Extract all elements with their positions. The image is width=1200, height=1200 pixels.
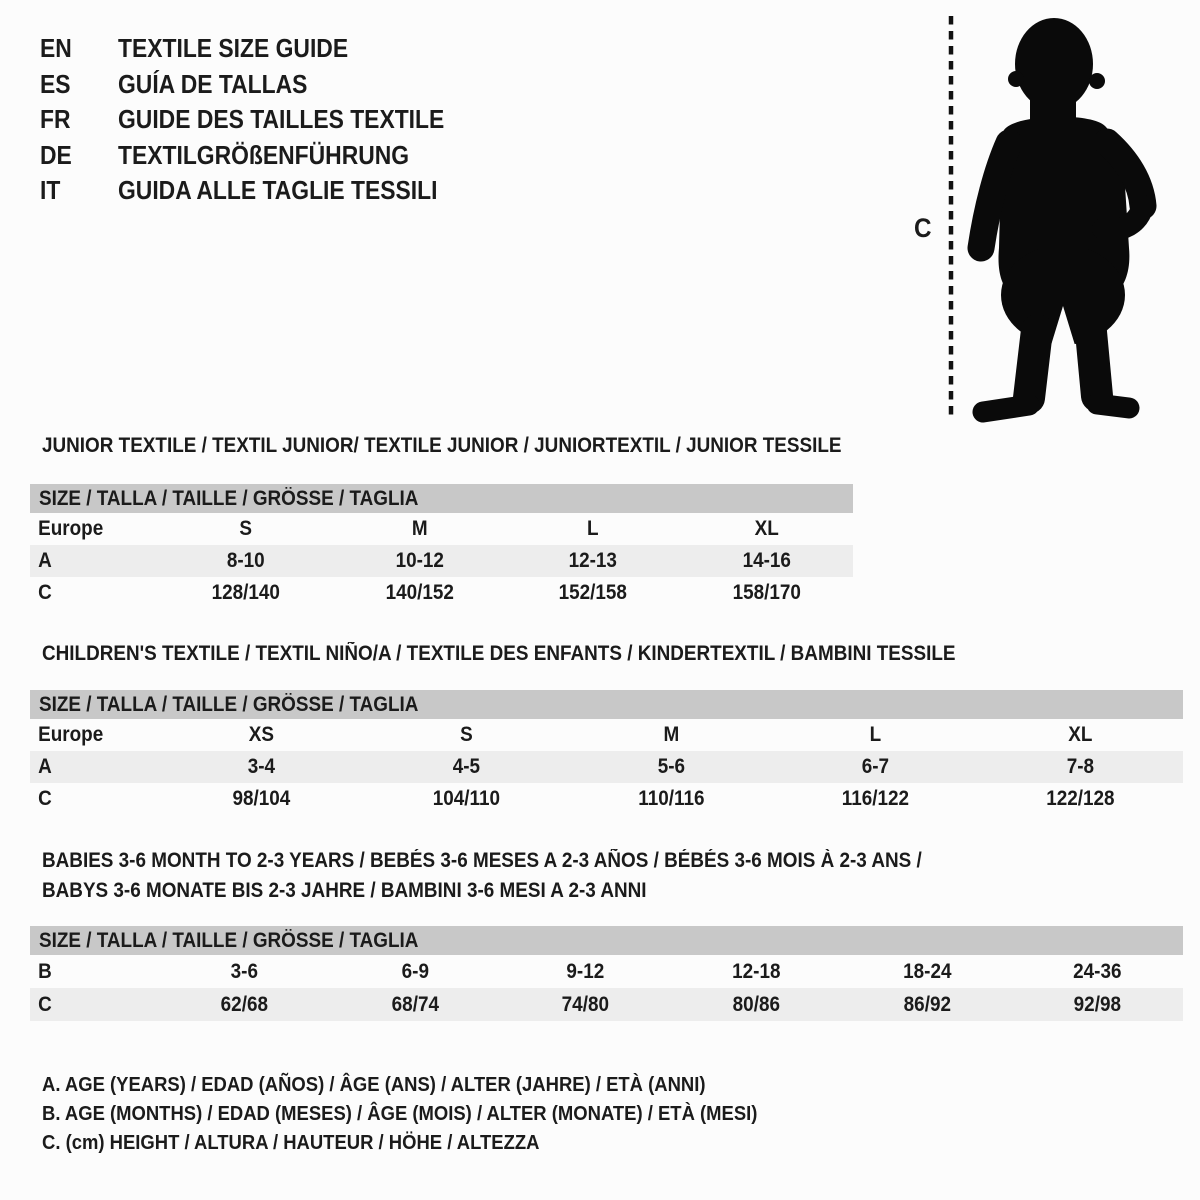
age-value: 14-16: [742, 549, 791, 572]
language-row: [40, 138, 489, 174]
table-row: [30, 783, 1183, 815]
age-value: 7-8: [1066, 755, 1095, 778]
language-row: [40, 173, 489, 209]
table-row: [30, 577, 853, 609]
height-value: 128/140: [211, 581, 280, 604]
language-code: FR: [40, 104, 71, 135]
age-value: 3-4: [247, 755, 276, 778]
age-value: 9-12: [566, 959, 605, 983]
table-row: [30, 513, 853, 545]
size-header-label: SIZE / TALLA / TAILLE / GRÖSSE / TAGLIA: [39, 928, 419, 952]
language-title: TEXTILE SIZE GUIDE: [118, 33, 349, 64]
height-value: 140/152: [385, 581, 454, 604]
height-value: 104/110: [432, 787, 500, 810]
table-row: [30, 719, 1183, 751]
size-value: S: [239, 517, 253, 540]
size-value: XS: [248, 723, 275, 746]
table-row: [30, 988, 1183, 1021]
size-header-bar: [30, 926, 1183, 955]
age-value: 18-24: [902, 959, 952, 983]
language-code: DE: [40, 139, 72, 170]
language-row: [40, 102, 489, 138]
babies-size-table: [30, 926, 1183, 1021]
row-label: B: [38, 959, 52, 983]
size-value: XL: [754, 517, 779, 540]
toddler-silhouette-shape: [981, 18, 1143, 412]
age-value: 12-13: [568, 549, 617, 572]
size-value: XL: [1068, 723, 1093, 746]
age-value: 12-18: [732, 959, 781, 983]
legend: [42, 1070, 837, 1157]
height-value: 86/92: [903, 992, 951, 1016]
language-title: TEXTILGRÖßENFÜHRUNG: [118, 139, 410, 170]
toddler-figure: [895, 8, 1175, 438]
size-value: L: [870, 723, 882, 746]
legend-line-c: C. (cm) HEIGHT / ALTURA / HAUTEUR / HÖHE / ALTEZZA: [42, 1131, 540, 1154]
language-code: ES: [40, 68, 71, 99]
height-value: 92/98: [1074, 992, 1122, 1016]
age-value: 24-36: [1073, 959, 1122, 983]
language-title: GUIDE DES TAILLES TEXTILE: [118, 104, 445, 135]
children-size-table: [30, 690, 1183, 815]
size-value: M: [663, 723, 679, 746]
age-value: 10-12: [395, 549, 444, 572]
table-row: [30, 955, 1183, 988]
language-title-list: [40, 31, 489, 209]
height-value: 74/80: [562, 992, 610, 1016]
height-value: 116/122: [842, 787, 910, 810]
row-label: Europe: [38, 517, 104, 540]
legend-line-b: B. AGE (MONTHS) / EDAD (MESES) / ÂGE (MOIS) / ALTER (MONATE) / ETÀ (MESI): [42, 1102, 758, 1125]
size-value: L: [586, 517, 599, 540]
junior-section-title: JUNIOR TEXTILE / TEXTIL JUNIOR/ TEXTILE JUNIOR / JUNIORTEXTIL / JUNIOR TESSILE: [42, 434, 842, 457]
age-value: 4-5: [452, 755, 480, 778]
language-title: GUIDA ALLE TAGLIE TESSILI: [118, 175, 438, 206]
row-label: A: [38, 549, 52, 572]
table-row: [30, 751, 1183, 783]
language-row: [40, 31, 489, 67]
language-row: [40, 67, 489, 103]
junior-size-table: [30, 484, 853, 609]
language-title: GUÍA DE TALLAS: [118, 68, 308, 99]
size-value: S: [459, 723, 473, 746]
row-label: A: [38, 755, 52, 778]
height-value: 122/128: [1046, 787, 1115, 810]
size-header-bar: [30, 690, 1183, 719]
size-header-label: SIZE / TALLA / TAILLE / GRÖSSE / TAGLIA: [39, 692, 419, 716]
height-value: 158/170: [732, 581, 801, 604]
language-code: IT: [40, 175, 61, 206]
size-header-bar: [30, 484, 853, 513]
height-value: 62/68: [220, 992, 268, 1016]
size-value: M: [411, 517, 428, 540]
height-value: 110/116: [637, 787, 705, 810]
age-value: 6-9: [401, 959, 429, 983]
row-label: C: [38, 992, 52, 1016]
height-value: 98/104: [232, 787, 291, 810]
legend-line-a: A. AGE (YEARS) / EDAD (AÑOS) / ÂGE (ANS) / ALTER (JAHRE) / ETÀ (ANNI): [42, 1073, 706, 1096]
row-label: C: [38, 581, 52, 604]
height-value: 80/86: [732, 992, 780, 1016]
height-value: 152/158: [558, 581, 627, 604]
children-section-title: CHILDREN'S TEXTILE / TEXTIL NIÑO/A / TEXTILE DES ENFANTS / KINDERTEXTIL / BAMBINI TESSILE: [42, 642, 956, 665]
age-value: 3-6: [230, 959, 258, 983]
language-code: EN: [40, 33, 72, 64]
age-value: 8-10: [226, 549, 265, 572]
toddler-silhouette-icon: [895, 8, 1175, 438]
babies-title-line1: BABIES 3-6 MONTH TO 2-3 YEARS / BEBÉS 3-6 MESES A 2-3 AÑOS / BÉBÉS 3-6 MOIS À 2-3 ANS /: [42, 849, 922, 872]
table-row: [30, 545, 853, 577]
size-header-label: SIZE / TALLA / TAILLE / GRÖSSE / TAGLIA: [39, 486, 419, 510]
age-value: 6-7: [862, 755, 890, 778]
height-measure-label: C: [914, 213, 932, 243]
height-value: 68/74: [391, 992, 439, 1016]
babies-title-line2: BABYS 3-6 MONATE BIS 2-3 JAHRE / BAMBINI 3-6 MESI A 2-3 ANNI: [42, 879, 647, 902]
row-label: Europe: [38, 723, 104, 746]
babies-section-title: [42, 846, 1020, 906]
age-value: 5-6: [657, 755, 685, 778]
row-label: C: [38, 787, 52, 810]
